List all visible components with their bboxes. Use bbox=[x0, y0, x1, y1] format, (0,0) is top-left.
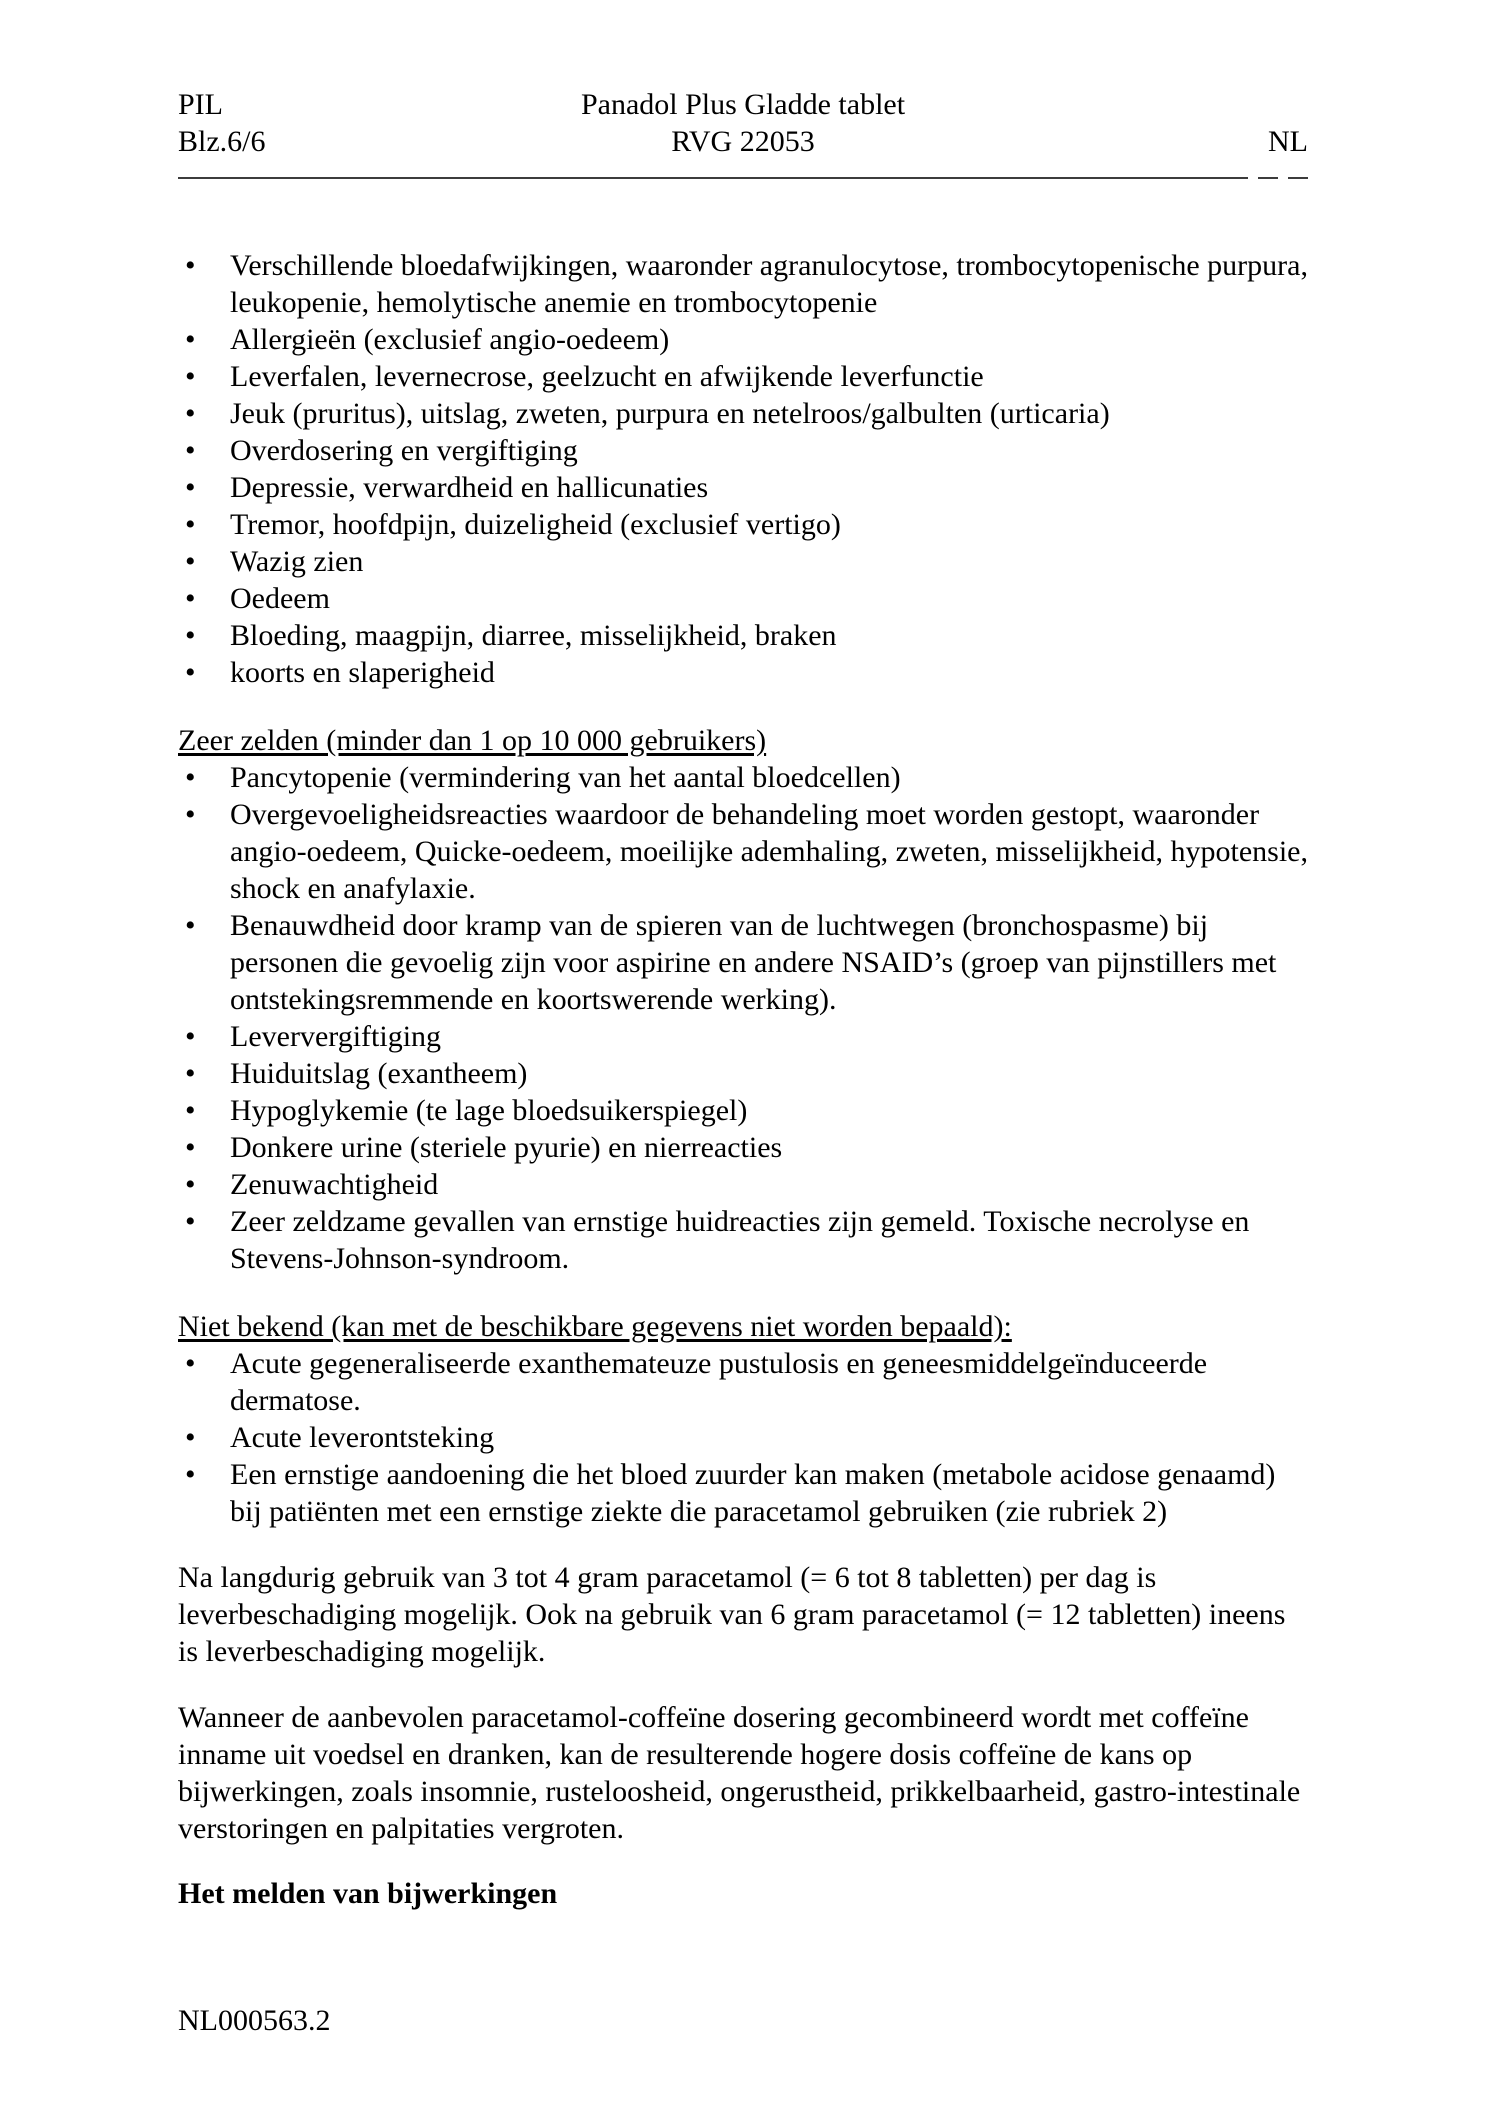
list-item bbox=[178, 432, 1308, 469]
list-item-text: Bloeding, maagpijn, diarree, misselijkheid, braken bbox=[230, 619, 837, 652]
bullet-icon: • bbox=[185, 1205, 196, 1238]
page-content bbox=[178, 86, 1308, 1912]
header-rule bbox=[178, 177, 1308, 179]
list-item bbox=[178, 506, 1308, 543]
list-item bbox=[178, 1203, 1308, 1277]
list-item-text: Leververgiftiging bbox=[230, 1020, 442, 1053]
list-item-text: Acute leverontsteking bbox=[230, 1421, 495, 1454]
list-item-text: Oedeem bbox=[230, 582, 330, 615]
page-header bbox=[178, 86, 1308, 179]
list-item bbox=[178, 1456, 1308, 1530]
list-item bbox=[178, 1166, 1308, 1203]
list-item-text: Zeer zeldzame gevallen van ernstige huidreacties zijn gemeld. Toxische necrolyse en Stevens-Johnson-syndroom. bbox=[230, 1205, 1250, 1275]
bullet-icon: • bbox=[185, 582, 196, 615]
bullet-icon: • bbox=[185, 323, 196, 356]
bullet-icon: • bbox=[185, 1094, 196, 1127]
header-page-number: Blz.6/6 bbox=[178, 125, 266, 158]
bullet-list-not-known bbox=[178, 1345, 1308, 1530]
list-item bbox=[178, 1018, 1308, 1055]
bullet-icon: • bbox=[185, 434, 196, 467]
header-language-code: NL bbox=[1268, 125, 1308, 158]
header-row-2 bbox=[178, 123, 1308, 160]
list-item bbox=[178, 617, 1308, 654]
list-item bbox=[178, 247, 1308, 321]
bullet-icon: • bbox=[185, 1421, 196, 1454]
header-rule-dash bbox=[1288, 177, 1308, 179]
bullet-list-very-rare bbox=[178, 759, 1308, 1277]
list-item-text: Donkere urine (steriele pyurie) en nierreacties bbox=[230, 1131, 783, 1164]
header-product-title: Panadol Plus Gladde tablet bbox=[580, 88, 906, 121]
list-item bbox=[178, 796, 1308, 907]
list-item-text: Benauwdheid door kramp van de spieren van de luchtwegen (bronchospasme) bij personen die gevoelig zijn voor aspirine en andere NSAID’s (groep van pijnstillers met ontstekingsremmende en koortswerende werking). bbox=[230, 909, 1277, 1016]
bullet-icon: • bbox=[185, 545, 196, 578]
list-item-text: Tremor, hoofdpijn, duizeligheid (exclusief vertigo) bbox=[230, 508, 841, 541]
list-item-text: Depressie, verwardheid en hallicunaties bbox=[230, 471, 709, 504]
header-row-1 bbox=[178, 86, 1308, 123]
bullet-icon: • bbox=[185, 360, 196, 393]
list-item bbox=[178, 1345, 1308, 1419]
list-item-text: Pancytopenie (vermindering van het aantal bloedcellen) bbox=[230, 761, 901, 794]
list-item bbox=[178, 1055, 1308, 1092]
header-doc-type: PIL bbox=[178, 88, 223, 121]
bullet-icon: • bbox=[185, 249, 196, 282]
bullet-icon: • bbox=[185, 508, 196, 541]
paragraph-liver-damage: Na langdurig gebruik van 3 tot 4 gram paracetamol (= 6 tot 8 tabletten) per dag is leverbeschadiging mogelijk. Ook na gebruik van 6 gram paracetamol (= 12 tabletten) ineens is leverbeschadiging mogelijk. bbox=[178, 1561, 1286, 1668]
list-item-text: Zenuwachtigheid bbox=[230, 1168, 439, 1201]
list-item-text: Wazig zien bbox=[230, 545, 364, 578]
section-heading-text: Zeer zelden (minder dan 1 op 10 000 gebruikers) bbox=[178, 724, 767, 757]
list-item-text: koorts en slaperigheid bbox=[230, 656, 495, 689]
header-reg-number: RVG 22053 bbox=[671, 125, 815, 158]
list-item-text: Jeuk (pruritus), uitslag, zweten, purpura en netelroos/galbulten (urticaria) bbox=[230, 397, 1110, 430]
bullet-icon: • bbox=[185, 656, 196, 689]
section-heading-text: Niet bekend (kan met de beschikbare gegevens niet worden bepaald): bbox=[178, 1310, 1012, 1343]
bullet-icon: • bbox=[185, 1057, 196, 1090]
list-item-text: Een ernstige aandoening die het bloed zuurder kan maken (metabole acidose genaamd) bij patiënten met een ernstige ziekte die paracetamol gebruiken (zie rubriek 2) bbox=[230, 1458, 1276, 1528]
list-item-text: Hypoglykemie (te lage bloedsuikerspiegel) bbox=[230, 1094, 748, 1127]
paragraph-caffeine-effects: Wanneer de aanbevolen paracetamol-coffeïne dosering gecombineerd wordt met coffeïne inname uit voedsel en dranken, kan de resulterende hogere dosis coffeïne de kans op bijwerkingen, zoals insomnie, rusteloosheid, ongerustheid, prikkelbaarheid, gastro-intestinale verstoringen en palpitaties vergroten. bbox=[178, 1701, 1301, 1845]
bullet-icon: • bbox=[185, 397, 196, 430]
bullet-icon: • bbox=[185, 1347, 196, 1380]
list-item bbox=[178, 580, 1308, 617]
bullet-icon: • bbox=[185, 761, 196, 794]
bullet-list-blood-disorders bbox=[178, 247, 1308, 691]
list-item bbox=[178, 358, 1308, 395]
list-item-text: Leverfalen, levernecrose, geelzucht en afwijkende leverfunctie bbox=[230, 360, 984, 393]
section-heading-very-rare bbox=[178, 722, 1308, 759]
bullet-icon: • bbox=[185, 1458, 196, 1491]
list-item bbox=[178, 654, 1308, 691]
list-item bbox=[178, 543, 1308, 580]
list-item-text: Overdosering en vergiftiging bbox=[230, 434, 578, 467]
bullet-icon: • bbox=[185, 471, 196, 504]
header-right-spacer bbox=[905, 86, 1308, 123]
header-rule-line bbox=[178, 177, 1248, 179]
bullet-icon: • bbox=[185, 1131, 196, 1164]
bullet-icon: • bbox=[185, 1168, 196, 1201]
list-item bbox=[178, 321, 1308, 358]
list-item bbox=[178, 395, 1308, 432]
list-item bbox=[178, 469, 1308, 506]
document-code: NL000563.2 bbox=[178, 2004, 331, 2037]
bullet-icon: • bbox=[185, 619, 196, 652]
section-heading-not-known bbox=[178, 1308, 1308, 1345]
list-item bbox=[178, 1092, 1308, 1129]
bullet-icon: • bbox=[185, 798, 196, 831]
list-item bbox=[178, 907, 1308, 1018]
list-item-text: Overgevoeligheidsreacties waardoor de behandeling moet worden gestopt, waaronder angio-oedeem, Quicke-oedeem, moeilijke ademhaling, zweten, misselijkheid, hypotensie, shock en anafylaxie. bbox=[230, 798, 1308, 905]
subsection-heading-reporting-side-effects: Het melden van bijwerkingen bbox=[178, 1877, 558, 1910]
list-item-text: Verschillende bloedafwijkingen, waaronder agranulocytose, trombocytopenische purpura, leukopenie, hemolytische anemie en trombocytopenie bbox=[230, 249, 1308, 319]
list-item bbox=[178, 1129, 1308, 1166]
bullet-icon: • bbox=[185, 909, 196, 942]
list-item bbox=[178, 1419, 1308, 1456]
list-item-text: Huiduitslag (exantheem) bbox=[230, 1057, 528, 1090]
bullet-icon: • bbox=[185, 1020, 196, 1053]
list-item-text: Allergieën (exclusief angio-oedeem) bbox=[230, 323, 670, 356]
list-item-text: Acute gegeneraliseerde exanthemateuze pustulosis en geneesmiddelgeïnduceerde dermatose. bbox=[230, 1347, 1208, 1417]
header-rule-dash bbox=[1258, 177, 1278, 179]
list-item bbox=[178, 759, 1308, 796]
